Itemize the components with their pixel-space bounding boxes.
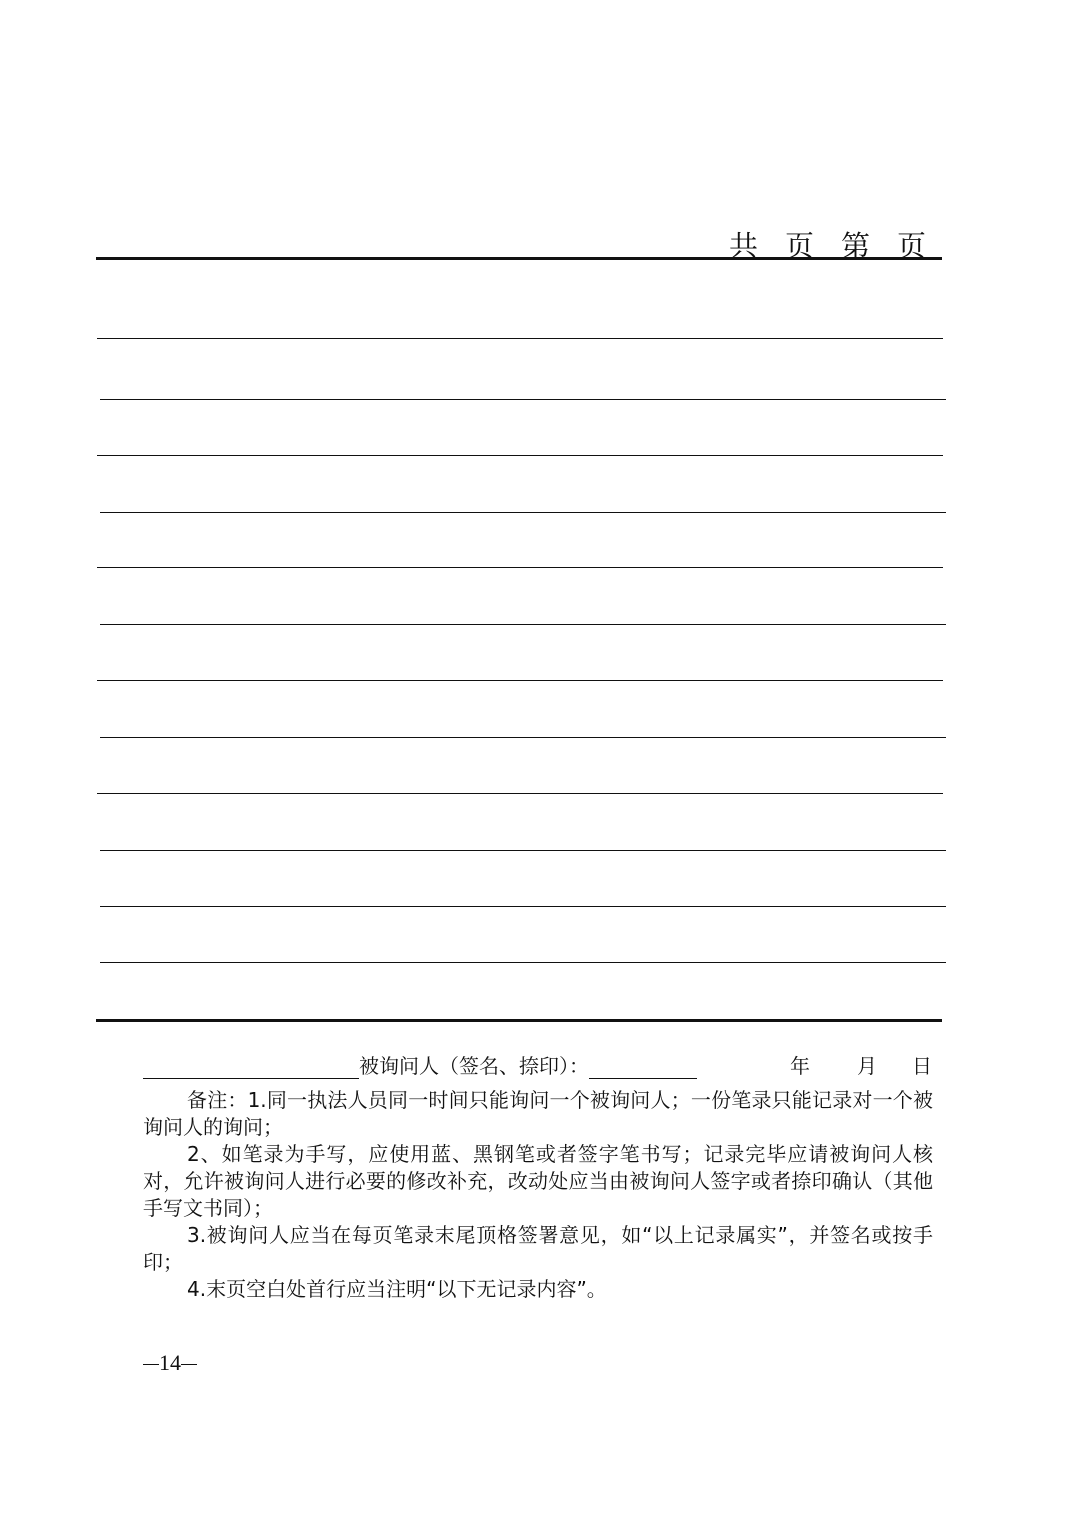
page-number-dash-left (143, 1364, 159, 1365)
signature-line (143, 1050, 943, 1079)
writing-line (100, 906, 946, 907)
writing-line (100, 962, 946, 963)
note-item: 3.被询问人应当在每页笔录末尾顶格签署意见，如“以上记录属实”，并签名或按手印； (143, 1223, 933, 1274)
page-number-value: 14 (159, 1350, 181, 1375)
writing-line (97, 455, 943, 456)
page-counter-page-label-2: 页 (897, 229, 927, 263)
page-counter-page-label: 页 (785, 229, 815, 263)
page-counter-total-label: 共 (729, 229, 759, 263)
writing-line (100, 850, 946, 851)
writing-line (97, 793, 943, 794)
page-number (143, 1350, 197, 1376)
writing-line (100, 624, 946, 625)
signature-blank[interactable] (589, 1056, 697, 1079)
bottom-rule (96, 1019, 942, 1022)
page-counter-current-label: 第 (841, 229, 871, 263)
note-item: 2、如笔录为手写，应使用蓝、黑钢笔或者签字笔书写；记录完毕应请被询问人核对，允许被询问人进行必要的修改补充，改动处应当由被询问人签字或者捺印确认（其他手写文书同）； (143, 1142, 933, 1220)
writing-line (100, 399, 946, 400)
page-number-dash-right (181, 1364, 197, 1365)
month-label: 月 (857, 1054, 877, 1078)
top-rule (96, 257, 942, 260)
note-item: 4.末页空白处首行应当注明“以下无记录内容”。 (187, 1277, 607, 1301)
writing-line (97, 567, 943, 568)
day-label: 日 (912, 1054, 932, 1078)
opinion-blank[interactable] (143, 1056, 359, 1079)
signature-label: 被询问人（签名、捺印）： (359, 1054, 589, 1078)
year-label: 年 (790, 1054, 810, 1078)
note-item: 备注：1.同一执法人员同一时间只能询问一个被询问人；一份笔录只能记录对一个被询问人的询问； (143, 1088, 933, 1139)
writing-line (97, 680, 943, 681)
notes (143, 1087, 933, 1303)
writing-line (100, 737, 946, 738)
writing-line (97, 338, 943, 339)
writing-line (100, 512, 946, 513)
